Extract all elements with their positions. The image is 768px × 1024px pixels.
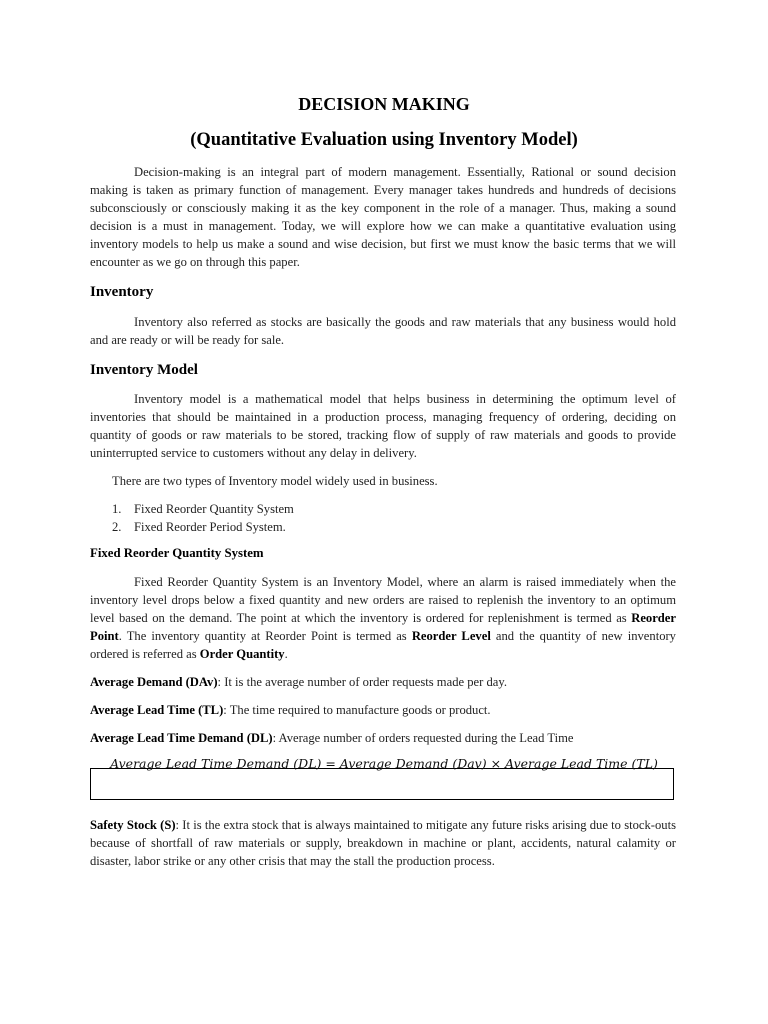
- definition-average-lead-time-demand: Average Lead Time Demand (DL): Average number of orders requested during the Lead Time: [90, 731, 574, 745]
- term-reorder-point: Reorder Point: [90, 611, 676, 643]
- formula-box: [90, 768, 674, 800]
- frqs-heading: Fixed Reorder Quantity System: [90, 546, 264, 560]
- list-item: 1. Fixed Reorder Quantity System: [112, 502, 294, 516]
- document-subtitle: (Quantitative Evaluation using Inventory Model): [190, 130, 578, 150]
- term-reorder-level: Reorder Level: [411, 629, 491, 643]
- inventory-paragraph: [90, 313, 676, 349]
- term-order-quantity: Order Quantity: [199, 647, 285, 661]
- lead-time-demand-formula: Average Lead Time Demand (DL) = Average Demand (Dav) × Average Lead Time (TL): [110, 756, 658, 771]
- term-safety-stock: Safety Stock (S): [90, 818, 176, 832]
- intro-text: Decision-making is an integral part of modern management. Essentially, Rational or sound decision making is taken as primary function of management. Every manager takes hundreds and hundreds of decisions subconsciously or consciously making it as the key component in the role of a manager. Thus, making a sound decision is a must in management. Today, we will explore how we can make a quantitative evaluation using inventory models to help us make a sound and wise decision, but first we must know the basic terms that we will encounter as we go on through this paper.: [90, 165, 676, 269]
- document-title: DECISION MAKING: [298, 94, 470, 114]
- inventory-model-heading: Inventory Model: [90, 362, 198, 378]
- frqs-paragraph: Fixed Reorder Quantity System is an Inventory Model, where an alarm is raised immediately when the inventory level drops below a fixed quantity and new orders are raised to replenish the inventory to an optimum level based on the demand. The point at which the inventory is ordered for replenishment is termed as Reorder Point. The inventory quantity at Reorder Point is termed as Reorder Level and the quantity of new inventory ordered is referred as Order Quantity.: [90, 575, 676, 661]
- model-type-list: [112, 500, 294, 536]
- inventory-heading: Inventory: [90, 284, 154, 300]
- model-types-intro: There are two types of Inventory model widely used in business.: [112, 474, 438, 488]
- inventory-model-text: Inventory model is a mathematical model that helps business in determining the optimum level of inventories that should be maintained in a production process, managing frequency of ordering, deciding on quantity of goods or raw materials to be stored, tracking flow of supply of raw materials and goods to provide uninterrupted service to customers without any delay in delivery.: [90, 392, 676, 460]
- list-item: 2. Fixed Reorder Period System.: [112, 520, 286, 534]
- inventory-model-paragraph: [90, 390, 676, 462]
- definition-average-demand: Average Demand (DAv): It is the average number of order requests made per day.: [90, 675, 507, 689]
- definition-average-lead-time: Average Lead Time (TL): The time required to manufacture goods or product.: [90, 703, 491, 717]
- intro-paragraph: [90, 163, 676, 271]
- safety-stock-paragraph: Safety Stock (S): It is the extra stock that is always maintained to mitigate any future risks arising due to stock-outs because of shortfall of raw materials or supply, breakdown in machine or plant, accidents, natural calamity or disaster, labor strike or any other crisis that may the stall the production process.: [90, 818, 676, 868]
- inventory-text: Inventory also referred as stocks are basically the goods and raw materials that any business would hold and are ready or will be ready for sale.: [90, 315, 676, 347]
